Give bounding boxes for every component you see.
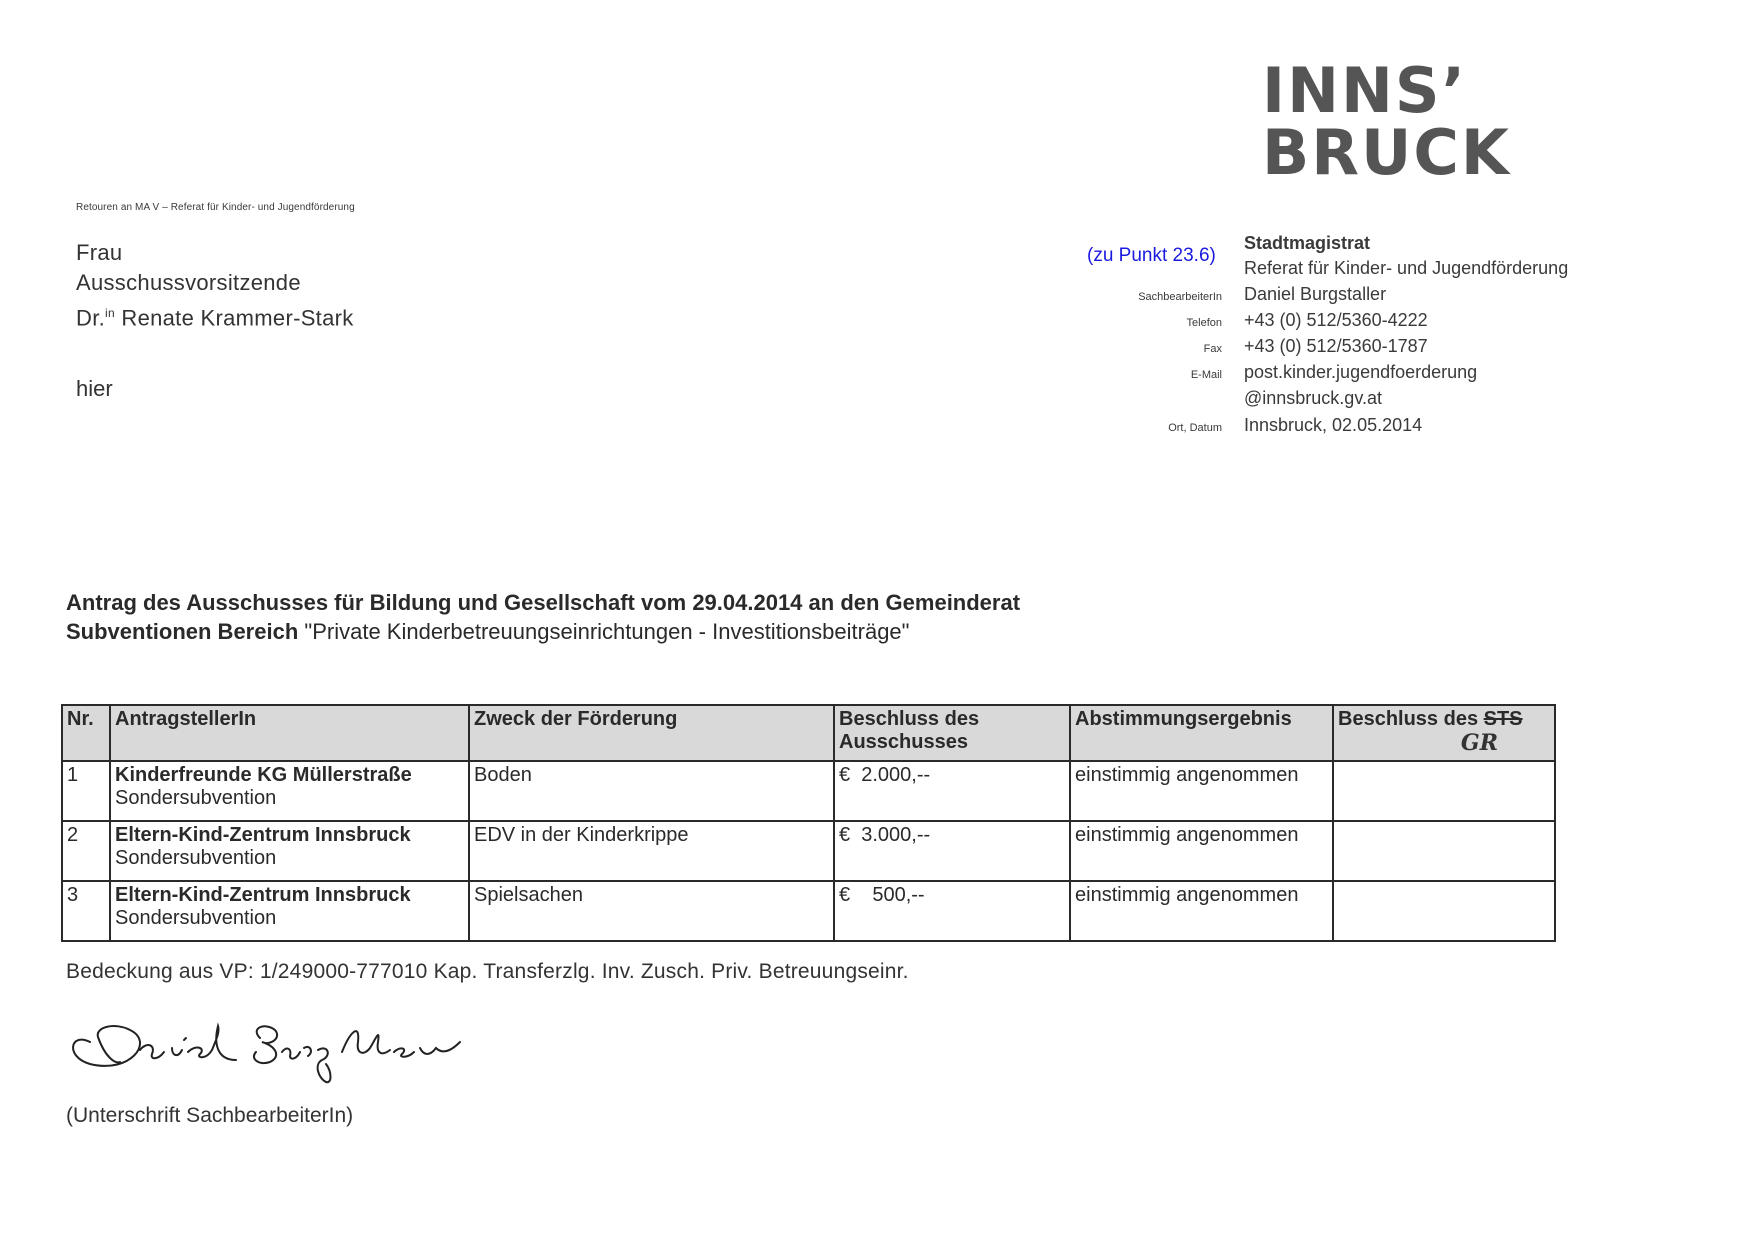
struck-sts: STS xyxy=(1483,708,1523,730)
row-nr: 2 xyxy=(62,821,110,881)
ort-label: Ort, Datum xyxy=(1168,422,1222,434)
row-beschluss xyxy=(1333,761,1555,821)
recipient-block xyxy=(76,238,354,333)
header-nr: Nr. xyxy=(62,705,110,761)
subsidy-table xyxy=(61,704,1556,942)
row-abstimmung: einstimmig angenommen xyxy=(1070,881,1333,941)
budget-coverage: Bedeckung aus VP: 1/249000-777010 Kap. Transferzlg. Inv. Zusch. Priv. Betreuungseinr. xyxy=(66,960,909,983)
sachbearbeiter-label: SachbearbeiterIn xyxy=(1138,291,1222,303)
row-betrag: € 3.000,-- xyxy=(834,821,1070,881)
return-address: Retouren an MA V – Referat für Kinder- und Jugendförderung xyxy=(76,202,355,213)
document-subtitle: Subventionen Bereich "Private Kinderbetreuungseinrichtungen - Investitionsbeiträge" xyxy=(66,619,910,644)
row-applicant: Kinderfreunde KG Müllerstraße Sondersubvention xyxy=(110,761,469,821)
logo-line2: BRUCK xyxy=(1262,116,1511,182)
signature-label: (Unterschrift SachbearbeiterIn) xyxy=(66,1104,354,1127)
header-antragsteller: AntragstellerIn xyxy=(110,705,469,761)
header-beschluss-ausschuss: Beschluss des Ausschusses xyxy=(834,705,1070,761)
row-betrag: € 500,-- xyxy=(834,881,1070,941)
row-nr: 1 xyxy=(62,761,110,821)
telefon-label: Telefon xyxy=(1186,317,1222,329)
agenda-point-note: (zu Punkt 23.6) xyxy=(1087,245,1216,266)
row-beschluss xyxy=(1333,821,1555,881)
table-row xyxy=(62,881,1555,941)
handwritten-signature xyxy=(60,1002,480,1092)
table-header-row xyxy=(62,705,1555,761)
table-row xyxy=(62,821,1555,881)
handwritten-gr: GR xyxy=(1460,730,1498,756)
fax-value: +43 (0) 512/5360-1787 xyxy=(1244,336,1428,356)
recipient-location: hier xyxy=(76,376,113,401)
logo-line1: INNS’ xyxy=(1262,56,1468,127)
document-title: Antrag des Ausschusses für Bildung und Gesellschaft vom 29.04.2014 an den Gemeinderat xyxy=(66,590,1021,615)
fax-label: Fax xyxy=(1203,343,1222,355)
row-nr: 3 xyxy=(62,881,110,941)
table-row xyxy=(62,761,1555,821)
header-beschluss: Beschluss des STS GR xyxy=(1333,705,1555,761)
row-applicant: Eltern-Kind-Zentrum Innsbruck Sondersubvention xyxy=(110,821,469,881)
row-abstimmung: einstimmig angenommen xyxy=(1070,761,1333,821)
sender-org: Stadtmagistrat xyxy=(1244,233,1371,253)
row-abstimmung: einstimmig angenommen xyxy=(1070,821,1333,881)
email-label: E-Mail xyxy=(1190,369,1222,381)
row-zweck: EDV in der Kinderkrippe xyxy=(469,821,834,881)
sender-block xyxy=(1100,233,1640,441)
telefon-value: +43 (0) 512/5360-4222 xyxy=(1244,310,1428,330)
email-value-1: post.kinder.jugendfoerderung xyxy=(1244,362,1478,382)
row-zweck: Spielsachen xyxy=(469,881,834,941)
ort-value: Innsbruck, 02.05.2014 xyxy=(1244,415,1423,435)
email-value-2: @innsbruck.gv.at xyxy=(1244,388,1382,408)
sachbearbeiter-value: Daniel Burgstaller xyxy=(1244,284,1387,304)
header-zweck: Zweck der Förderung xyxy=(469,705,834,761)
recipient-role: Ausschussvorsitzende xyxy=(76,270,301,295)
row-betrag: € 2.000,-- xyxy=(834,761,1070,821)
row-zweck: Boden xyxy=(469,761,834,821)
row-applicant: Eltern-Kind-Zentrum Innsbruck Sondersubvention xyxy=(110,881,469,941)
row-beschluss xyxy=(1333,881,1555,941)
sender-department: Referat für Kinder- und Jugendförderung xyxy=(1244,258,1569,278)
recipient-name: Dr.$^{in}$ Renate Krammer-Stark xyxy=(76,305,354,331)
header-abstimmung: Abstimmungsergebnis xyxy=(1070,705,1333,761)
recipient-salutation: Frau xyxy=(76,240,123,265)
innsbruck-logo xyxy=(1262,56,1522,182)
